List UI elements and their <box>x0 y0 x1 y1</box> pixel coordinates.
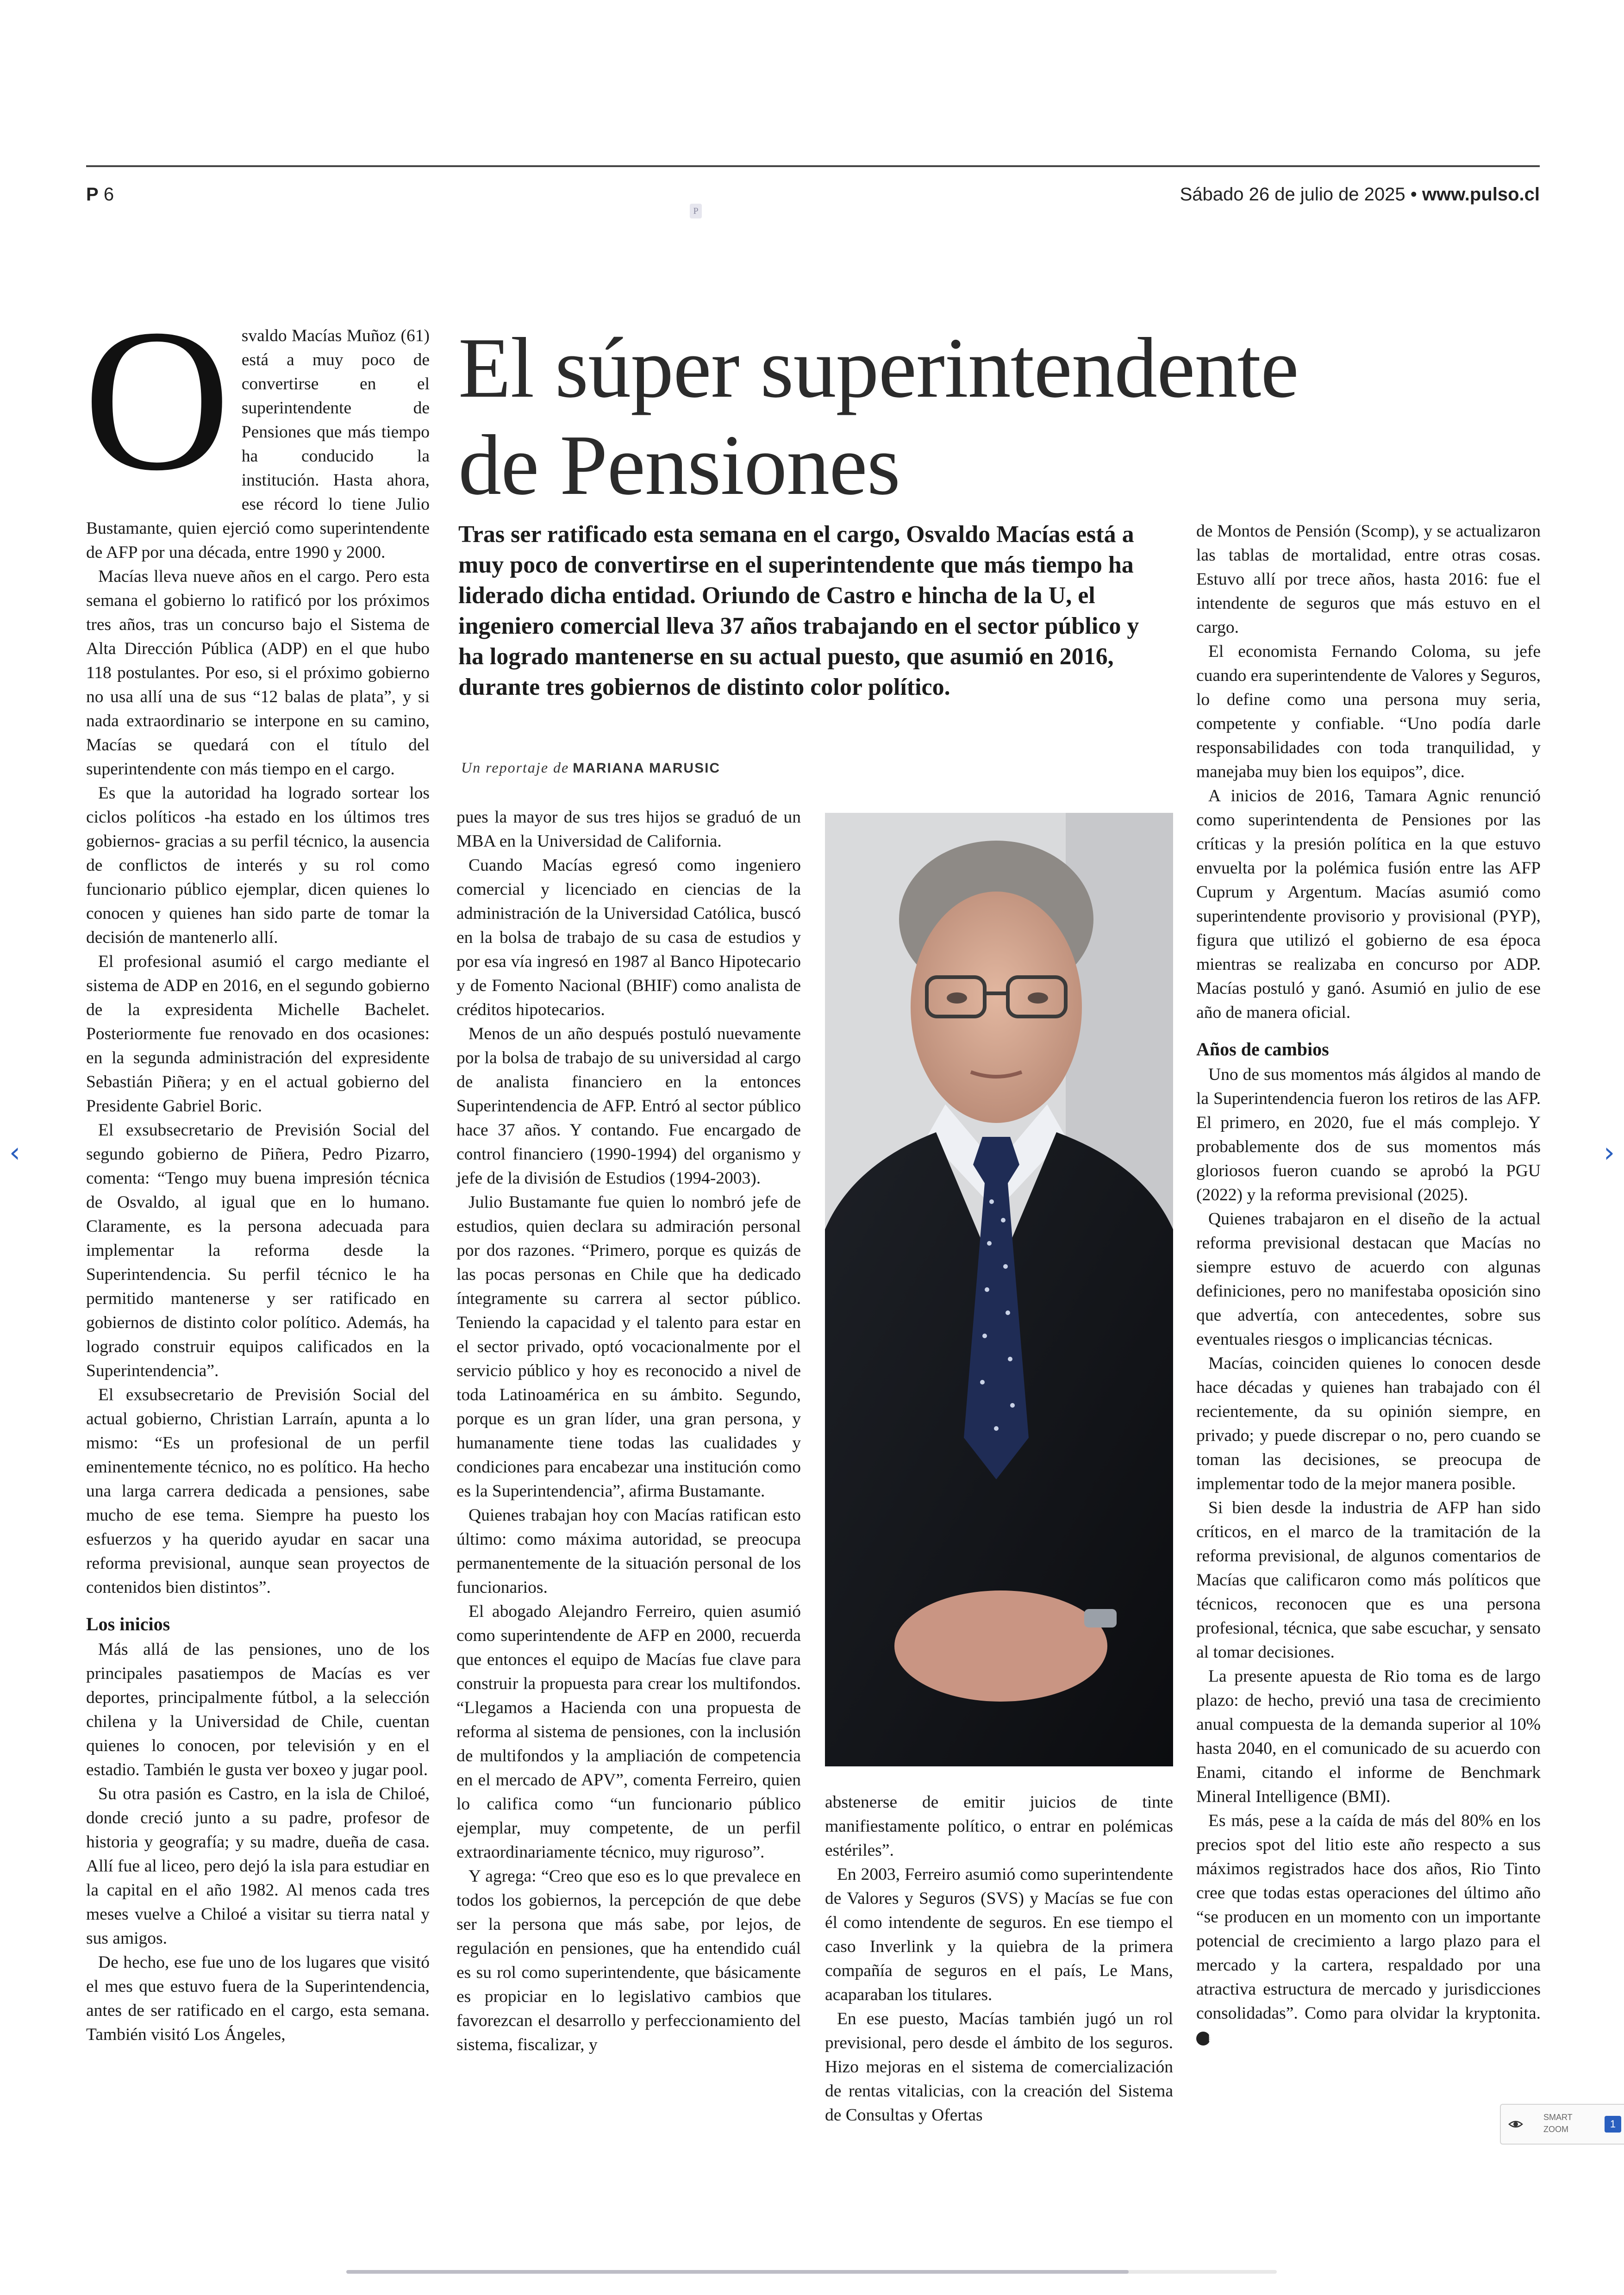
page-label: P <box>86 184 99 205</box>
paragraph: pues la mayor de sus tres hijos se graduó de un MBA en la Universidad de California. <box>456 808 801 851</box>
paragraph: Macías, coinciden quienes lo conocen desde hace décadas y quienes han trabajado con él recientemente, da su opinión siempre, en privado; y puede discrepar o no, pero cuando se toman las decisiones, se preocupa de implementar todo de la mejor manera posible. <box>1196 1354 1541 1493</box>
paragraph: En ese puesto, Macías también jugó un rol previsional, pero desde el ámbito de los seguros. Hizo mejoras en el sistema de comercialización de rentas vitalicias, con la creación del Sistema de Consultas y Ofertas <box>825 2009 1173 2125</box>
headline <box>458 319 1569 514</box>
paragraph: El profesional asumió el cargo mediante el sistema de ADP en 2016, en el segundo gobierno de la expresidenta Michelle Bachelet. Posteriormente fue renovado en dos ocasiones: en la segunda administración del expresidente Sebastián Piñera; y en el actual gobierno del Presidente Gabriel Boric. <box>86 952 430 1116</box>
section-heading-los-inicios: Los inicios <box>86 1614 170 1634</box>
paragraph: Cuando Macías egresó como ingeniero comercial y licenciado en ciencias de la administración de la Universidad Católica, buscó en la bolsa de trabajo de su casa de estudios y por esa vía ingresó en 1987 al Banco Hipotecario y de Fomento Nacional (BHIF) como analista de créditos hipotecarios. <box>456 856 801 1019</box>
date-line <box>1180 184 1540 205</box>
smart-zoom-label <box>1543 2111 1573 2135</box>
article-lead: Tras ser ratificado esta semana en el cargo, Osvaldo Macías está a muy poco de convertirse en el superintendente que más tiempo ha liderado dicha entidad. Oriundo de Castro e hincha de la U, el ingeniero comercial lleva 37 años trabajando en el sector público y ha logrado mantenerse en su actual puesto, que asumió en 2016, durante tres gobiernos de distinto color político. <box>458 521 1139 700</box>
paragraph: En 2003, Ferreiro asumió como superintendente de Valores y Seguros (SVS) y Macías se fue con él como intendente de seguros. En ese tiempo el caso Inverlink y la quiebra de la primera compañía de seguros en el país, Le Mans, acaparaban los titulares. <box>825 1865 1173 2004</box>
issue-date: Sábado 26 de julio de 2025 <box>1180 184 1405 205</box>
paragraph: La presente apuesta de Rio toma es de largo plazo: de hecho, previó una tasa de crecimiento anual compuesta de la demanda superior al 10% hasta 2040, en el comunicado de su acuerdo con Enami, citando el informe de Benchmark Mineral Intelligence (BMI). <box>1196 1667 1541 1806</box>
paragraph: Es que la autoridad ha logrado sortear los ciclos políticos -ha estado en los últimos tres gobiernos- gracias a su perfil técnico, la ausencia de conflictos de interés y su rol como funcionario público ejemplar, dicen quienes lo conocen y quienes han sido parte de tomar la decisión de mantenerlo allí. <box>86 784 430 947</box>
portrait-illustration <box>825 813 1173 1766</box>
paragraph: Y agrega: “Creo que eso es lo que prevalece en todos los gobiernos, la percepción de que debe ser la persona que más sabe, por lejos, de regulación en pensiones, que ha entendido cuál es su rol como superintendente, que básicamente es propiciar en lo legislativo cambios que favorezcan el desarrollo y perfeccionamiento del sistema, fiscalizar, y <box>456 1867 801 2054</box>
site-url[interactable]: www.pulso.cl <box>1422 184 1540 205</box>
paragraph: Menos de un año después postuló nuevamente por la bolsa de trabajo de su universidad al cargo de analista financiero en la entonces Superintendencia de AFP. Entró al sector público hace 37 años. Y contando. Fue encargado de control financiero (1990-1994) del organismo y jefe de la división de Estudios (1994-2003). <box>456 1024 801 1188</box>
article-column-4 <box>1196 519 1541 2050</box>
horizontal-scrollbar[interactable] <box>346 2270 1277 2274</box>
paragraph-text: Es más, pese a la caída de más del 80% en los precios spot del litio este año respecto a sus máximos registrados hace dos años, Rio Tinto cree que todas estas operaciones del último año “se producen en un momento con un importante potencial de crecimiento a largo plazo para el mercado y la cartera, respaldado por una atractiva estructura de mercado y jurisdicciones consolidadas”. Como para olvidar la kryptonita. <box>1196 1811 1541 2023</box>
paragraph: Quienes trabajan hoy con Macías ratifican esto último: como máxima autoridad, se preocupa permanentemente de la situación personal de los funcionarios. <box>456 1506 801 1597</box>
smart-zoom-count-badge: 1 <box>1605 2116 1621 2133</box>
article-column-1 <box>83 287 430 2047</box>
headline-line-1: El súper superintendente <box>458 320 1299 416</box>
date-separator: • <box>1405 184 1422 205</box>
article-column-2 <box>456 805 801 2057</box>
smart-zoom-label-line-1: SMART <box>1543 2113 1573 2122</box>
next-page-arrow-icon[interactable]: › <box>1604 1136 1615 1169</box>
article-column-3 <box>825 1790 1173 2127</box>
end-mark-icon: P <box>1196 2032 1210 2046</box>
top-rule <box>86 165 1540 167</box>
paragraph: Uno de sus momentos más álgidos al mando de la Superintendencia fueron los retiros de las AFP. El primero, en 2020, fue el más complejo. Y probablemente dos de sus momentos más gloriosos fueron cuando se aprobó la PGU (2022) y la reforma previsional (2025). <box>1196 1065 1541 1204</box>
paragraph: A inicios de 2016, Tamara Agnic renunció como superintendenta de Pensiones por las críticas y la presión política en la que estuvo envuelta por la polémica fusión entre las AFP Cuprum y Argentum. Macías asumió como superintendente provisorio y provisional (PYP), figura que utilizó el gobierno de esa época mientras se realizaba en concurso por ADP. Macías postuló y ganó. Asumió en julio de ese año de manera oficial. <box>1196 786 1541 1022</box>
paragraph <box>1196 1809 1541 2050</box>
eye-icon <box>1508 2117 1523 2132</box>
paragraph: abstenerse de emitir juicios de tinte manifiestamente político, o entrar en polémicas estériles”. <box>825 1793 1173 1860</box>
page-number <box>86 184 114 205</box>
page-marker-icon: P <box>690 204 702 218</box>
drop-cap: O <box>83 287 231 513</box>
paragraph: Julio Bustamante fue quien lo nombró jefe de estudios, quien declara su admiración personal por dos razones. “Primero, porque es quizás de las pocas personas en Chile que ha dedicado íntegramente su carrera al sector público. Teniendo la capacidad y el talento para estar en el sector privado, optó vocacionalmente por el servicio público y hoy es reconocido a nivel de toda Latinoamérica en su ámbito. Segundo, porque es un gran líder, una gran persona, y humanamente tiene todas las cualidades y condiciones para encabezar una institución como es la Superintendencia”, afirma Bustamante. <box>456 1193 801 1501</box>
smart-zoom-label-line-2: ZOOM <box>1543 2125 1568 2134</box>
paragraph: El economista Fernando Coloma, su jefe cuando era superintendente de Valores y Seguros, lo define como una persona muy seria, competente y confiable. “Uno podía darle responsabilidades con toda tranquilidad, y manejaba muy bien los equipos”, dice. <box>1196 642 1541 781</box>
paragraph: Macías lleva nueve años en el cargo. Pero esta semana el gobierno lo ratificó por los próximos tres años, tras un concurso bajo el Sistema de Alta Dirección Pública (ADP) en el que hubo 118 postulantes. Por eso, si el próximo gobierno no usa allí una de sus “12 balas de plata”, y si nada extraordinario se interpone en su camino, Macías se quedará con el título del superintendente con más tiempo en el cargo. <box>86 567 430 779</box>
byline-author: MARIANA MARUSIC <box>573 761 721 776</box>
headline-line-2: de Pensiones <box>458 418 900 513</box>
paragraph: Quienes trabajaron en el diseño de la actual reforma previsional destacan que Macías no siempre estuvo de acuerdo con algunas definiciones, pero no manifestaba oposición sino que advertía, con antecedentes, sobre sus eventuales riesgos o implicancias técnicas. <box>1196 1210 1541 1349</box>
paragraph: El exsubsecretario de Previsión Social del segundo gobierno de Piñera, Pedro Pizarro, comenta: “Tengo muy buena impresión técnica de Osvaldo, al igual que en lo humano. Claramente, es la persona adecuada para implementar la reforma desde la Superintendencia. Su perfil técnico le ha permitido mantenerse y ser ratificado en gobiernos de distinto color político. Además, ha logrado construir equipos calificados en la Superintendencia”. <box>86 1121 430 1380</box>
byline-prefix: Un reportaje de <box>461 759 569 776</box>
page-number-value: 6 <box>103 184 114 205</box>
paragraph: De hecho, ese fue uno de los lugares que visitó el mes que estuvo fuera de la Superintendencia, antes de ser ratificado en el cargo, esta semana. También visitó Los Ángeles, <box>86 1953 430 2044</box>
portrait-photo <box>825 813 1173 1766</box>
byline <box>461 759 720 776</box>
paragraph: El exsubsecretario de Previsión Social del actual gobierno, Christian Larraín, apunta a lo mismo: “Es un profesional de un perfil eminentemente técnico, no es político. Ha hecho una larga carrera dedicada a pensiones, sabe mucho de ese tema. Siempre ha puesto los esfuerzos y ha querido ayudar en sacar una reforma previsional, aunque sean proyectos de contenidos bien distintos”. <box>86 1385 430 1597</box>
paragraph: Más allá de las pensiones, uno de los principales pasatiempos de Macías es ver deportes, principalmente fútbol, a la selección chilena y la Universidad de Chile, cuentan quienes lo conocen, por televisión y en el estadio. También le gusta ver boxeo y jugar pool. <box>86 1640 430 1779</box>
paragraph: El abogado Alejandro Ferreiro, quien asumió como superintendente de AFP en 2000, recuerda que entonces el equipo de Macías fue clave para construir la propuesta para crear los multifondos. “Llegamos a Hacienda con una propuesta de reforma al sistema de pensiones, con la inclusión de multifondos y la ampliación de competencia en el mercado de APV”, comenta Ferreiro, quien lo califica como “un funcionario público ejemplar, muy competente, de un perfil extraordinariamente técnico, muy riguroso”. <box>456 1602 801 1862</box>
prev-page-arrow-icon[interactable]: ‹ <box>9 1136 20 1169</box>
paragraph: Su otra pasión es Castro, en la isla de Chiloé, donde creció junto a su padre, profesor de historia y geografía; y su madre, dueña de casa. Allí fue al liceo, pero dejó la isla para estudiar en la capital en el año 1982. Al menos cada tres meses vuelve a Chiloé a visitar su tierra natal y sus amigos. <box>86 1784 430 1948</box>
section-heading-anos-de-cambios: Años de cambios <box>1196 1039 1329 1060</box>
paragraph: de Montos de Pensión (Scomp), y se actualizaron las tablas de mortalidad, entre otras cosas. Estuvo allí por trece años, hasta 2016: fue el intendente de seguros que más estuvo en el cargo. <box>1196 522 1541 637</box>
scrollbar-thumb[interactable] <box>346 2270 1129 2274</box>
smart-zoom-button[interactable] <box>1500 2104 1624 2145</box>
paragraph: svaldo Macías Muñoz (61) está a muy poco de convertirse en el superintendente de Pensiones que más tiempo ha conducido la institución. Hasta ahora, ese récord lo tiene Julio Bustamante, quien ejerció como superintendente de AFP por una década, entre 1990 y 2000. <box>86 326 430 562</box>
paragraph: Si bien desde la industria de AFP han sido críticos, en el marco de la tramitación de la reforma previsional, de algunos comentarios de Macías que calificaron como más políticos que técnicos, reconocen que es una persona profesional, técnica, que sabe escuchar, y sensato al tomar decisiones. <box>1196 1498 1541 1662</box>
